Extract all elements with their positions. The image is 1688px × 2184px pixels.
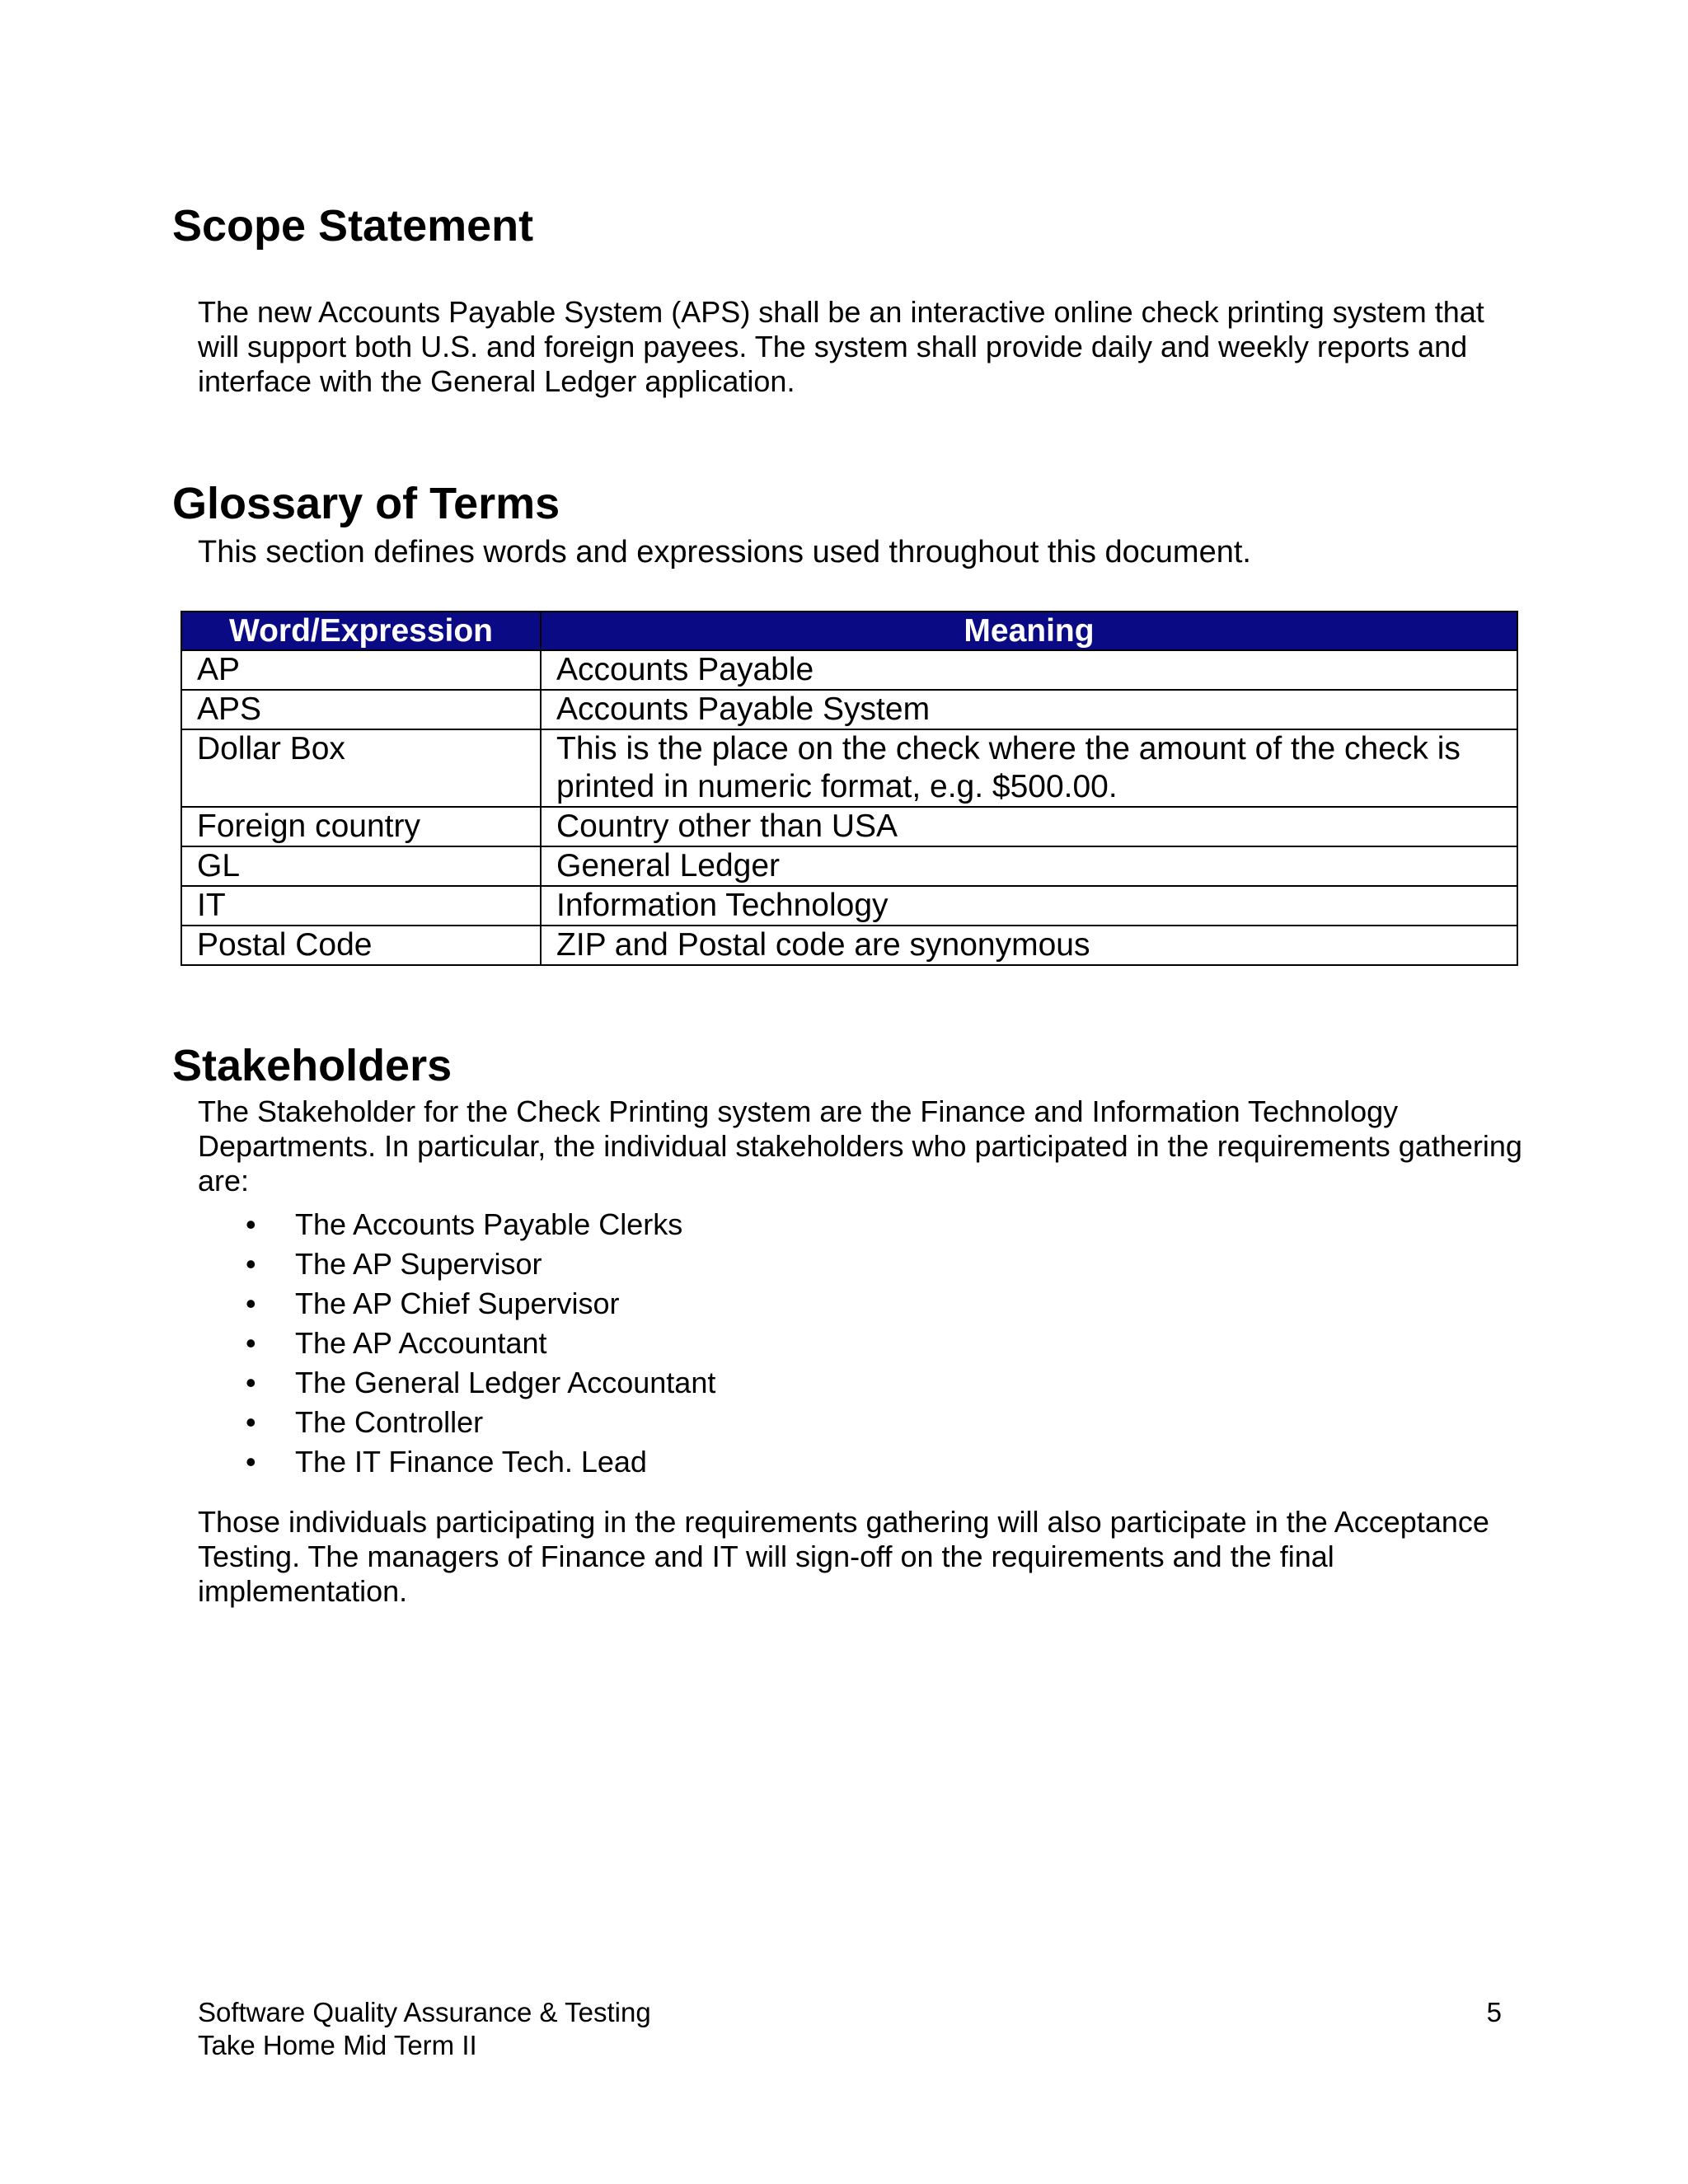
list-item	[198, 1403, 715, 1442]
term-cell: IT	[181, 886, 541, 926]
scope-statement-text: The new Accounts Payable System (APS) shall be an interactive online check printing system that will support both U.S. and foreign payees. The system shall provide daily and weekly reports and interface with the General Ledger application.	[198, 295, 1484, 398]
page-number: 5	[1486, 1997, 1502, 2027]
list-item-label: The AP Accountant	[295, 1326, 547, 1360]
meaning-cell: General Ledger	[541, 846, 1517, 886]
glossary-table	[181, 611, 1518, 966]
bullet-icon: •	[246, 1286, 256, 1320]
table-row	[181, 846, 1517, 886]
list-item-label: The Accounts Payable Clerks	[295, 1207, 683, 1241]
meaning-cell: Information Technology	[541, 886, 1517, 926]
table-row	[181, 690, 1517, 729]
table-row	[181, 729, 1517, 807]
meaning-cell: This is the place on the check where the amount of the check is printed in numeric format, e.g. $500.00.	[541, 729, 1517, 807]
term-cell: Dollar Box	[181, 729, 541, 807]
footer-course-title: Software Quality Assurance & Testing	[198, 1997, 651, 2027]
meaning-cell: Accounts Payable System	[541, 690, 1517, 729]
glossary-heading: Glossary of Terms	[172, 479, 560, 528]
bullet-icon: •	[246, 1207, 256, 1241]
column-header-meaning: Meaning	[541, 612, 1517, 650]
stakeholders-heading: Stakeholders	[172, 1041, 452, 1090]
meaning-cell: Country other than USA	[541, 807, 1517, 846]
term-cell: GL	[181, 846, 541, 886]
term-cell: Foreign country	[181, 807, 541, 846]
list-item-label: The AP Chief Supervisor	[295, 1286, 620, 1320]
stakeholder-list	[198, 1205, 715, 1482]
scope-statement-heading: Scope Statement	[172, 201, 534, 251]
list-item-label: The AP Supervisor	[295, 1247, 542, 1281]
list-item	[198, 1244, 715, 1284]
bullet-icon: •	[246, 1326, 256, 1360]
list-item	[198, 1363, 715, 1403]
table-row	[181, 650, 1517, 690]
footer-left	[198, 1996, 651, 2062]
glossary-header-row	[181, 612, 1517, 650]
table-row	[181, 886, 1517, 926]
table-row	[181, 926, 1517, 965]
list-item-label: The IT Finance Tech. Lead	[295, 1445, 647, 1479]
term-cell: AP	[181, 650, 541, 690]
bullet-icon: •	[246, 1405, 256, 1439]
stakeholders-text: The Stakeholder for the Check Printing system are the Finance and Information Technology Departments. In particular, the individual stakeholders who participated in the requirements gathering are:	[198, 1094, 1522, 1197]
bullet-icon: •	[246, 1445, 256, 1479]
stakeholders-closing-text: Those individuals participating in the requirements gathering will also participate in the Acceptance Testing. The managers of Finance and IT will sign-off on the requirements and the final implementation.	[198, 1505, 1489, 1608]
term-cell: Postal Code	[181, 926, 541, 965]
column-header-word: Word/Expression	[181, 612, 541, 650]
bullet-icon: •	[246, 1247, 256, 1281]
glossary-intro: This section defines words and expressions used throughout this document.	[198, 535, 1251, 569]
bullet-icon: •	[246, 1366, 256, 1399]
list-item-label: The General Ledger Accountant	[295, 1366, 716, 1399]
term-cell: APS	[181, 690, 541, 729]
list-item	[198, 1442, 715, 1482]
meaning-cell: ZIP and Postal code are synonymous	[541, 926, 1517, 965]
list-item	[198, 1205, 715, 1244]
footer-assignment-title: Take Home Mid Term II	[198, 2030, 477, 2060]
table-row	[181, 807, 1517, 846]
list-item	[198, 1324, 715, 1363]
list-item	[198, 1284, 715, 1324]
meaning-cell: Accounts Payable	[541, 650, 1517, 690]
list-item-label: The Controller	[295, 1405, 484, 1439]
